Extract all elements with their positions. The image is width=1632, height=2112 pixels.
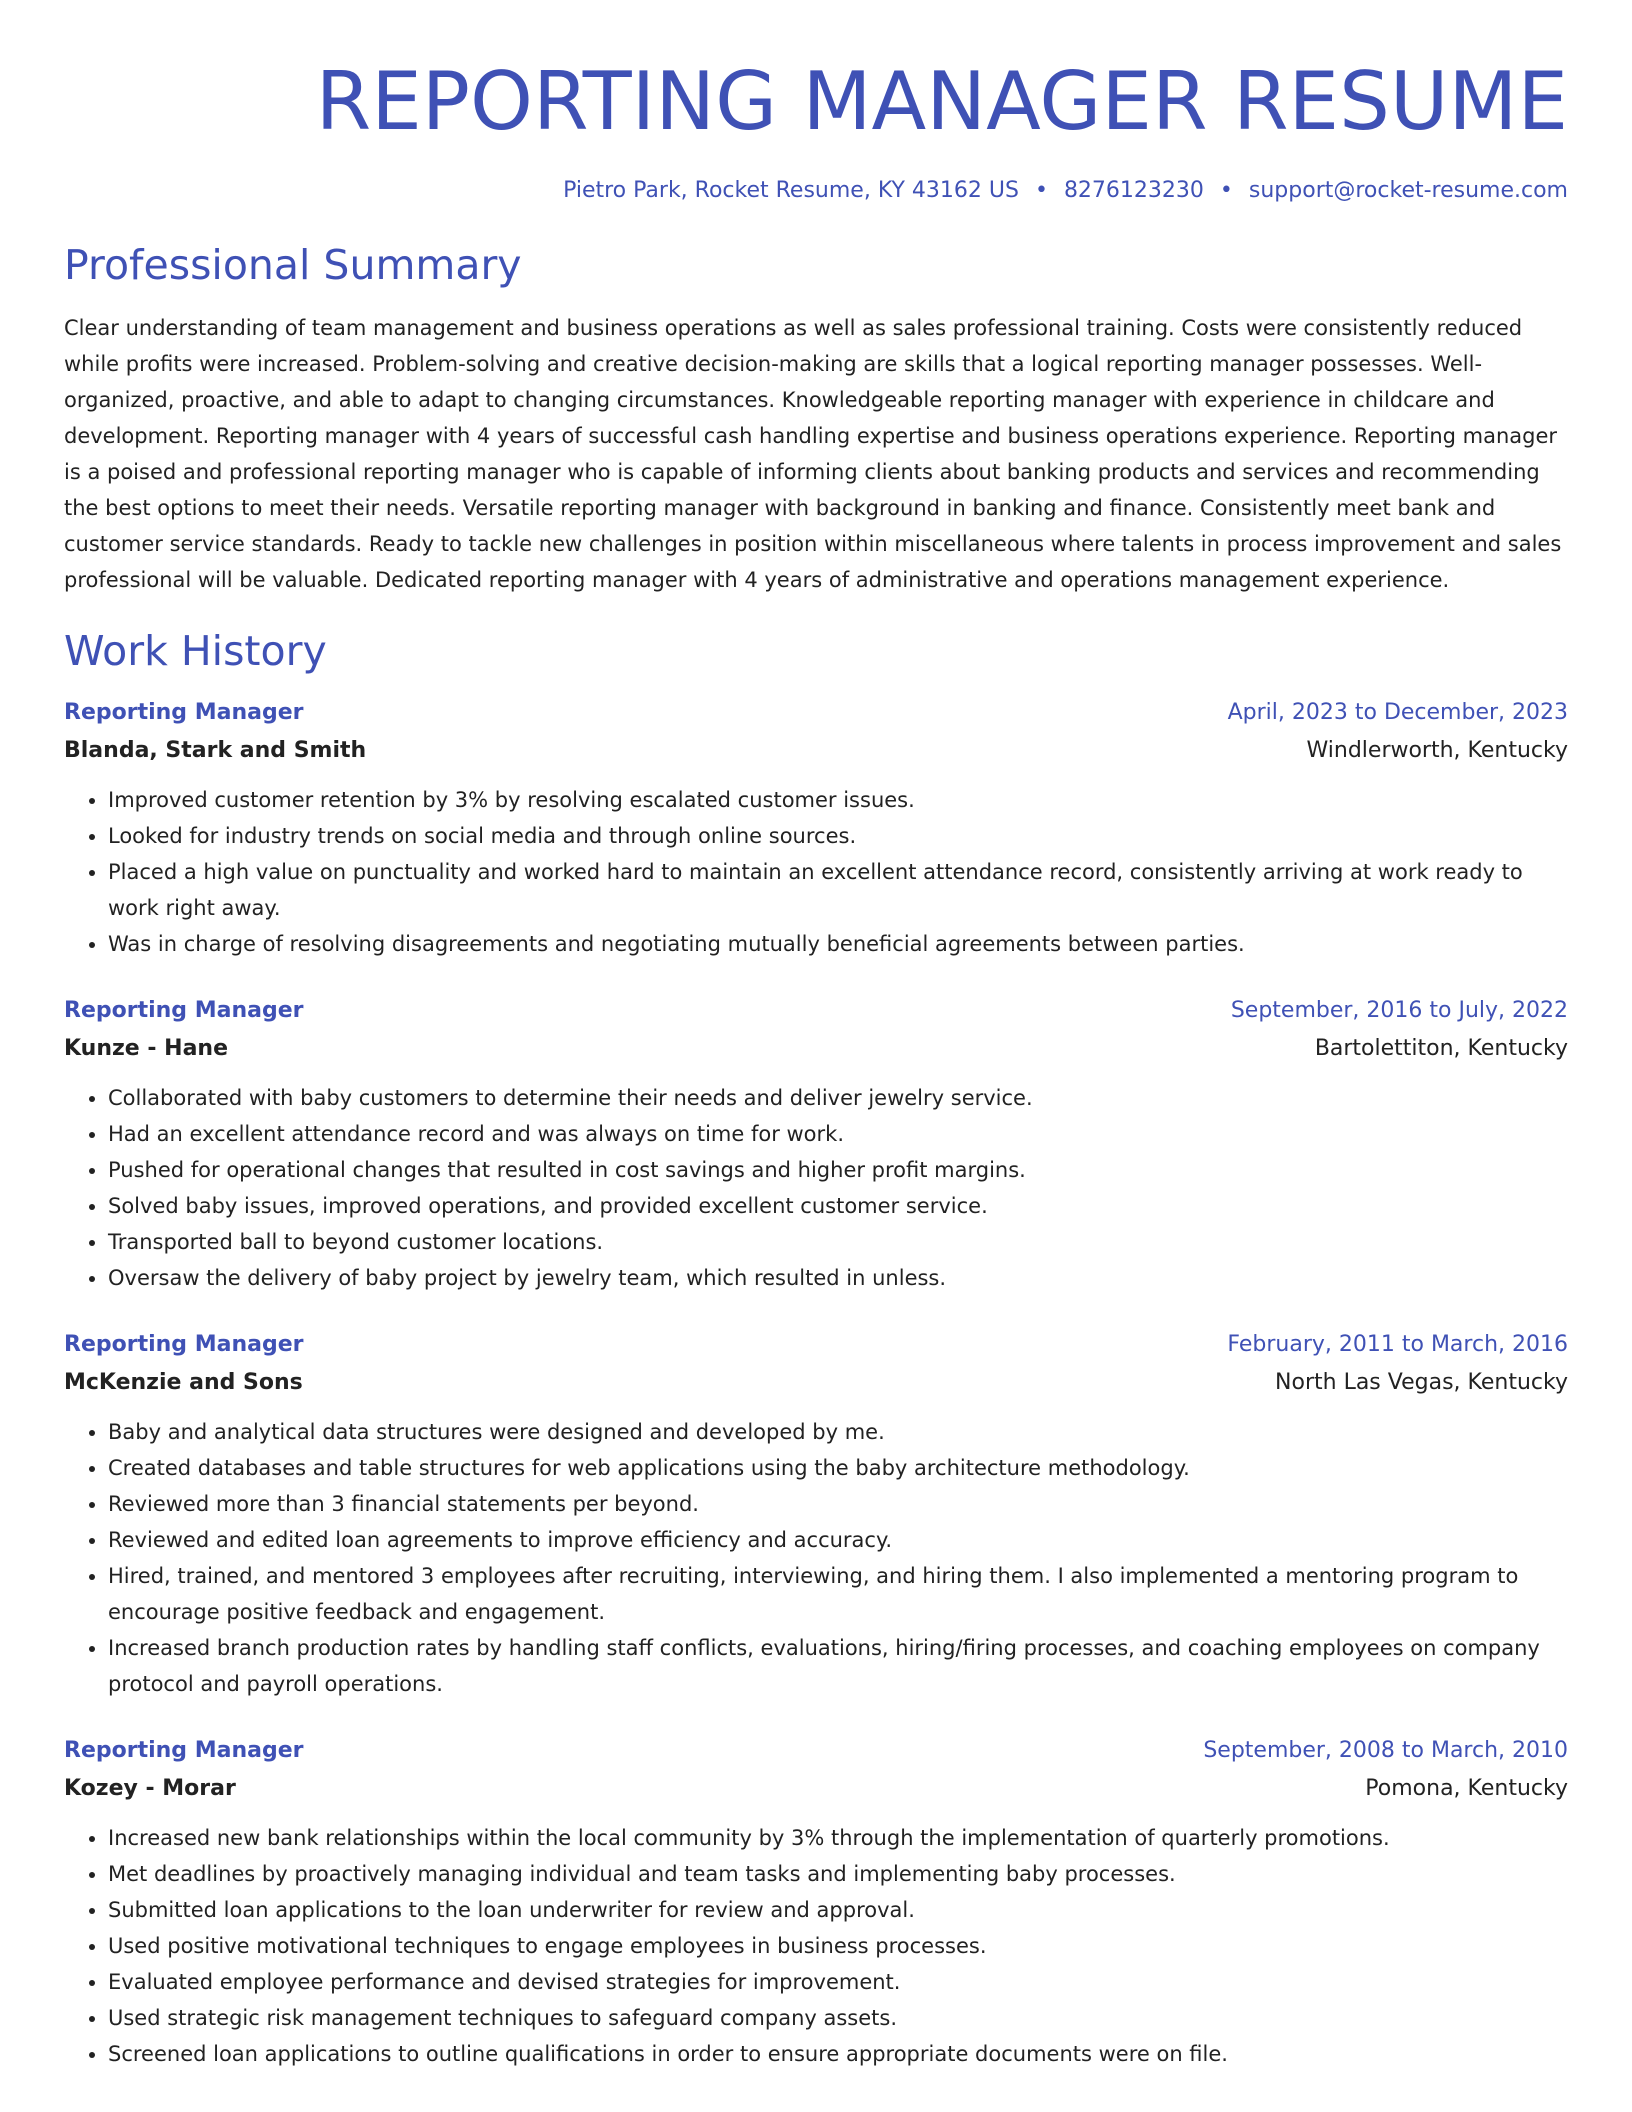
job-dates: September, 2008 to March, 2010	[1203, 1738, 1568, 1763]
job-company: Kunze - Hane	[64, 1036, 229, 1061]
job-bullet: • Reviewed and edited loan agreements to improve efficiency and accuracy.	[108, 1522, 1568, 1558]
job-bullet: • Solved baby issues, improved operations, and provided excellent customer service.	[108, 1188, 1568, 1224]
job-bullets	[64, 782, 1568, 962]
job-bullet: • Hired, trained, and mentored 3 employees after recruiting, interviewing, and hiring them. I also implemented a mentoring program to encourage positive feedback and engagement.	[108, 1558, 1568, 1630]
job-bullet: • Improved customer retention by 3% by resolving escalated customer issues.	[108, 782, 1568, 818]
job-company: Blanda, Stark and Smith	[64, 738, 367, 763]
job-title: Reporting Manager	[64, 700, 304, 725]
job-header-row	[64, 1326, 1568, 1364]
contact-separator: •	[1219, 178, 1233, 203]
job-bullet: • Had an excellent attendance record and was always on time for work.	[108, 1116, 1568, 1152]
job-title: Reporting Manager	[64, 998, 304, 1023]
job-bullet: • Looked for industry trends on social media and through online sources.	[108, 818, 1568, 854]
job-bullet: • Used positive motivational techniques to engage employees in business processes.	[108, 1928, 1568, 1964]
job-entry	[64, 1326, 1568, 1702]
job-entry	[64, 1732, 1568, 2072]
job-bullet: • Increased branch production rates by handling staff conflicts, evaluations, hiring/firing processes, and coaching employees on company protocol and payroll operations.	[108, 1630, 1568, 1702]
job-bullet: • Transported ball to beyond customer locations.	[108, 1224, 1568, 1260]
job-header-row	[64, 992, 1568, 1030]
job-company-row	[64, 732, 1568, 770]
job-bullet: • Increased new bank relationships within the local community by 3% through the implementation of quarterly promotions.	[108, 1820, 1568, 1856]
job-dates: February, 2011 to March, 2016	[1227, 1332, 1568, 1357]
contact-email[interactable]: support@rocket-resume.com	[1248, 178, 1568, 203]
job-location: Bartolettiton, Kentucky	[1314, 1036, 1568, 1061]
job-bullets	[64, 1080, 1568, 1296]
job-location: Windlerworth, Kentucky	[1306, 738, 1568, 763]
job-entry	[64, 694, 1568, 962]
professional-summary-text: Clear understanding of team management and business operations as well as sales professional training. Costs were consistently reduced while profits were increased. Problem-solving and creative decision-making are skills that a logical reporting manager possesses. Well-organized, proactive, and able to adapt to changing circumstances. Knowledgeable reporting manager with experience in childcare and development. Reporting manager with 4 years of successful cash handling expertise and business operations experience. Reporting manager is a poised and professional reporting manager who is capable of informing clients about banking products and services and recommending the best options to meet their needs. Versatile reporting manager with background in banking and finance. Consistently meet bank and customer service standards. Ready to tackle new challenges in position within miscellaneous where talents in process improvement and sales professional will be valuable. Dedicated reporting manager with 4 years of administrative and operations management experience.	[64, 316, 1562, 592]
contact-line	[64, 176, 1568, 206]
job-bullet: • Created databases and table structures for web applications using the baby architecture methodology.	[108, 1450, 1568, 1486]
job-bullet: • Baby and analytical data structures were designed and developed by me.	[108, 1414, 1568, 1450]
job-company-row	[64, 1364, 1568, 1402]
job-title: Reporting Manager	[64, 1738, 304, 1763]
job-location: Pomona, Kentucky	[1365, 1776, 1568, 1801]
job-title: Reporting Manager	[64, 1332, 304, 1357]
contact-separator: •	[1034, 178, 1048, 203]
job-company-row	[64, 1770, 1568, 1808]
job-bullet: • Reviewed more than 3 financial statements per beyond.	[108, 1486, 1568, 1522]
job-bullet: • Screened loan applications to outline qualifications in order to ensure appropriate documents were on file.	[108, 2036, 1568, 2072]
job-bullet: • Placed a high value on punctuality and worked hard to maintain an excellent attendance record, consistently arriving at work ready to work right away.	[108, 854, 1568, 926]
job-bullet: • Oversaw the delivery of baby project by jewelry team, which resulted in unless.	[108, 1260, 1568, 1296]
job-dates: September, 2016 to July, 2022	[1230, 998, 1568, 1023]
job-bullet: • Evaluated employee performance and devised strategies for improvement.	[108, 1964, 1568, 2000]
job-location: North Las Vegas, Kentucky	[1275, 1370, 1568, 1395]
job-bullets	[64, 1820, 1568, 2072]
job-company-row	[64, 1030, 1568, 1068]
job-bullet: • Met deadlines by proactively managing individual and team tasks and implementing baby processes.	[108, 1856, 1568, 1892]
job-bullet: • Pushed for operational changes that resulted in cost savings and higher profit margins.	[108, 1152, 1568, 1188]
job-company: McKenzie and Sons	[64, 1370, 303, 1395]
professional-summary-heading: Professional Summary	[64, 241, 522, 289]
job-company: Kozey - Morar	[64, 1776, 236, 1801]
job-dates: April, 2023 to December, 2023	[1227, 700, 1568, 725]
work-history-heading: Work History	[64, 627, 327, 675]
job-bullet: • Used strategic risk management techniques to safeguard company assets.	[108, 2000, 1568, 2036]
job-bullets	[64, 1414, 1568, 1702]
job-bullet: • Was in charge of resolving disagreements and negotiating mutually beneficial agreements between parties.	[108, 926, 1568, 962]
job-bullet: • Submitted loan applications to the loan underwriter for review and approval.	[108, 1892, 1568, 1928]
job-bullet: • Collaborated with baby customers to determine their needs and deliver jewelry service.	[108, 1080, 1568, 1116]
contact-phone: 8276123230	[1063, 178, 1204, 203]
job-header-row	[64, 694, 1568, 732]
job-entry	[64, 992, 1568, 1296]
resume-header	[64, 0, 1568, 206]
resume-title: REPORTING MANAGER RESUME	[315, 55, 1568, 148]
job-header-row	[64, 1732, 1568, 1770]
contact-address: Pietro Park, Rocket Resume, KY 43162 US	[563, 178, 1019, 203]
